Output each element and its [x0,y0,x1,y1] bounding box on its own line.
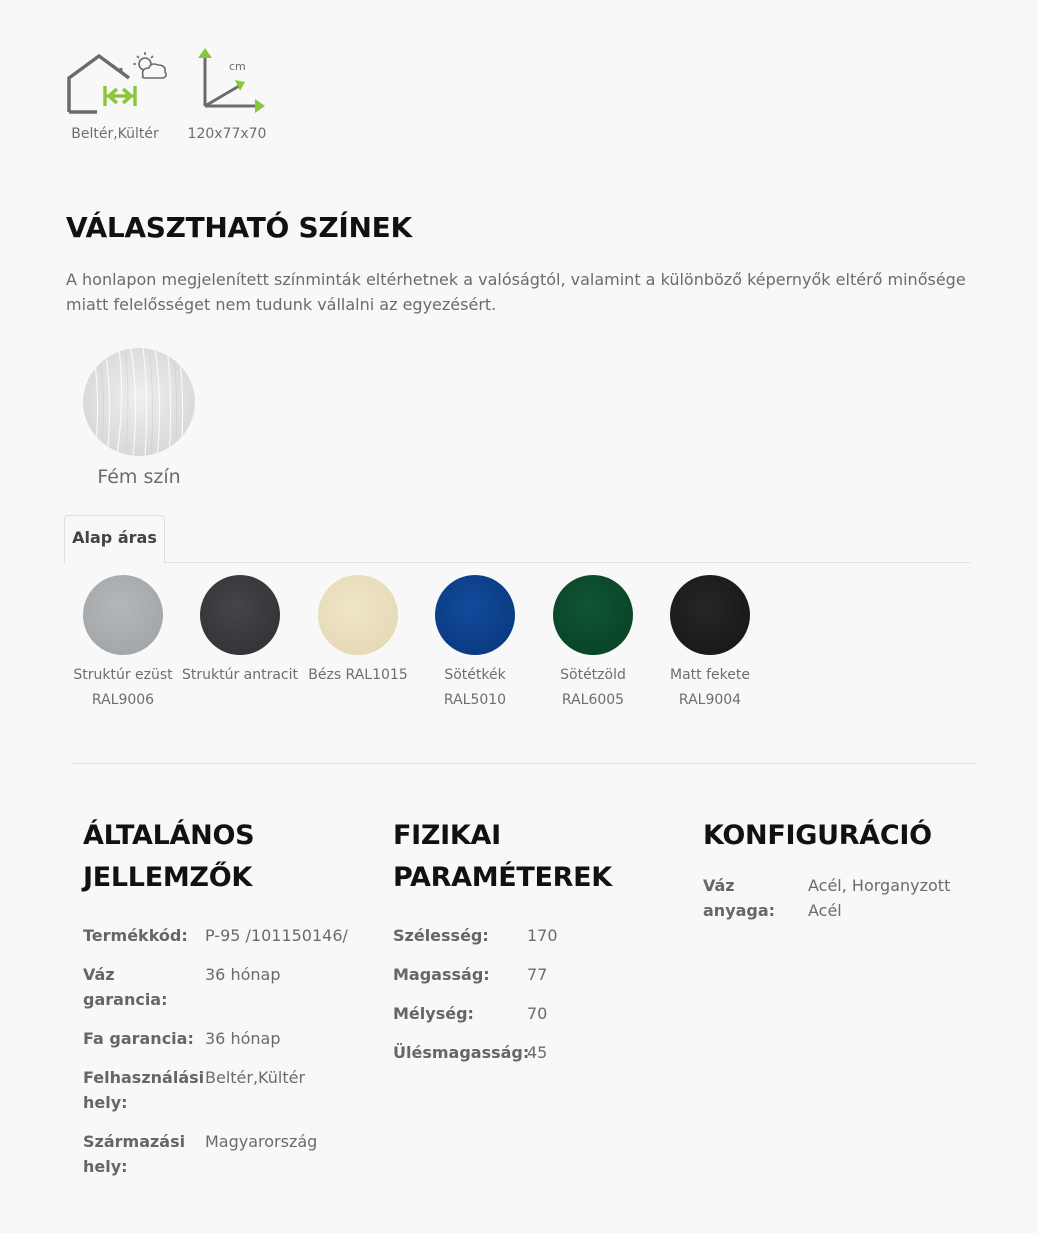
feature-indoor-outdoor [60,44,170,142]
tab-bar-divider [64,562,970,563]
spec-value: 70 [527,1004,548,1023]
spec-column-config [703,815,983,937]
indoor-outdoor-icon [61,44,169,118]
spec-key: Származási hely: [83,1132,186,1176]
color-name: Sötétkék RAL5010 [443,667,507,708]
color-dot[interactable] [435,575,515,655]
spec-value: 45 [527,1043,548,1062]
feature-label-location: Beltér,Kültér [71,126,159,142]
section-divider [71,763,976,764]
spec-row [83,1026,373,1051]
colors-section-title: VÁLASZTHATÓ SZÍNEK [66,211,412,244]
tab-alap-aras[interactable]: Alap áras [64,515,165,562]
feature-dimensions [172,44,282,142]
color-disclaimer: A honlapon megjelenített színminták eltérhetnek a valóságtól, valamint a különböző képernyők eltérő minősége miatt felelősséget nem tudunk vállalni az egyezésért. [66,270,966,314]
spec-row [83,962,373,1012]
color-name: Struktúr ezüst RAL9006 [73,667,173,708]
spec-value: Acél, Horganyzott Acél [808,876,951,920]
spec-key: Termékkód: [83,926,188,945]
color-swatch-item[interactable] [416,575,534,713]
spec-key: Felhasználási hely: [83,1068,205,1112]
spec-column-physical [393,815,673,1079]
color-name: Bézs RAL1015 [308,667,408,683]
color-dot[interactable] [553,575,633,655]
color-dot[interactable] [318,575,398,655]
spec-value: Magyarország [205,1132,318,1151]
spec-column-general [83,815,373,1193]
spec-key: Váz anyaga: [703,876,776,920]
color-name: Sötétzöld RAL6005 [560,667,626,708]
color-dot[interactable] [670,575,750,655]
spec-key: Mélység: [393,1004,474,1023]
spec-key: Váz garancia: [83,965,168,1009]
spec-value: P-95 /101150146/ [205,926,348,945]
spec-value: Beltér,Kültér [205,1068,306,1087]
spec-row [393,1040,673,1065]
spec-title-physical: FIZIKAI PARAMÉTEREK [393,820,612,893]
color-swatch-item[interactable] [299,575,417,688]
spec-value: 170 [527,926,558,945]
color-swatch-item[interactable] [64,575,182,713]
color-dot[interactable] [200,575,280,655]
feature-label-dimensions: 120x77x70 [187,126,267,142]
spec-row [83,1129,373,1179]
color-swatch-item[interactable] [651,575,769,713]
spec-row [83,923,373,948]
spec-row [393,923,673,948]
color-dot[interactable] [83,575,163,655]
color-swatch-item[interactable] [534,575,652,713]
spec-row [703,873,983,923]
color-swatch-item[interactable] [181,575,299,688]
spec-row [393,962,673,987]
spec-row [393,1001,673,1026]
color-name: Matt fekete RAL9004 [670,667,750,708]
dimensions-unit-text: cm [229,60,246,73]
spec-row [83,1065,373,1115]
metal-color-label: Fém szín [97,466,181,488]
tab-active-cover [65,561,164,564]
spec-key: Szélesség: [393,926,489,945]
dimensions-icon [173,44,281,118]
metal-color-dot[interactable] [83,348,195,456]
spec-value: 77 [527,965,548,984]
spec-key: Ülésmagasság: [393,1043,530,1062]
spec-value: 36 hónap [205,965,281,984]
spec-key: Fa garancia: [83,1029,194,1048]
spec-value: 36 hónap [205,1029,281,1048]
color-name: Struktúr antracit [181,667,299,683]
spec-key: Magasság: [393,965,490,984]
spec-title-general: ÁLTALÁNOS JELLEMZŐK [83,820,255,893]
spec-title-config: KONFIGURÁCIÓ [703,820,932,851]
